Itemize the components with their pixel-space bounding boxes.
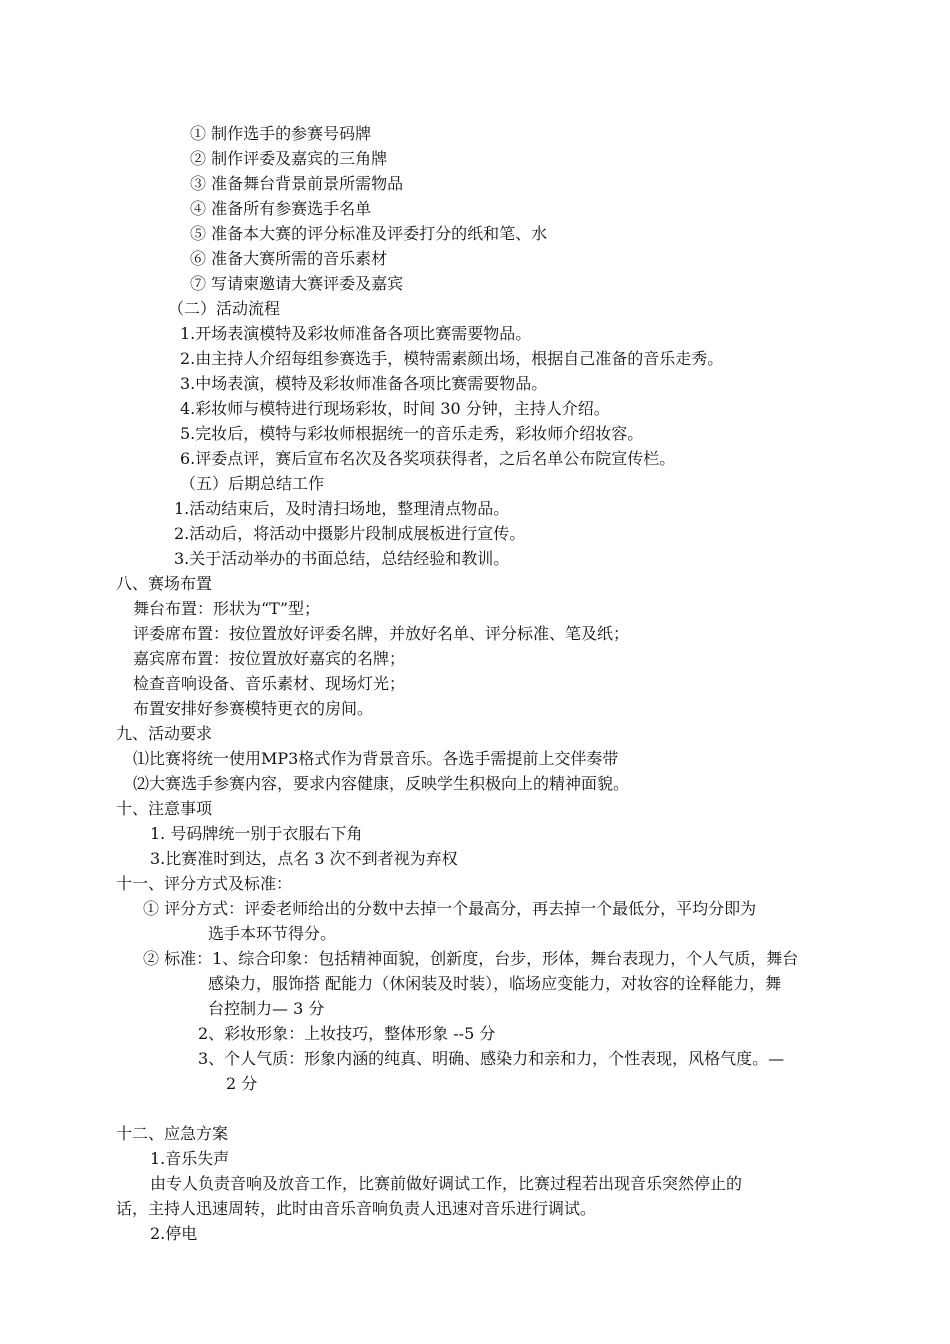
note-item: 1. 号码牌统一别于衣服右下角 — [150, 824, 363, 843]
flow-item: 5.完妆后，模特与彩妆师根据统一的音乐走秀，彩妆师介绍妆容。 — [180, 424, 644, 443]
emergency-item-title: 1.音乐失声 — [150, 1149, 230, 1168]
venue-item: 检查音响设备、音乐素材、现场灯光； — [133, 674, 406, 693]
prep-item: ② 制作评委及嘉宾的三角牌 — [190, 149, 388, 168]
prep-item: ⑥ 准备大赛所需的音乐素材 — [190, 249, 388, 268]
venue-item: 嘉宾席布置：按位置放好嘉宾的名牌； — [133, 649, 406, 668]
scoring-standard-cont: 感染力，服饰搭 配能力（休闲装及时装），临场应变能力，对妆容的诠释能力，舞 — [208, 974, 782, 993]
scoring-standard-item: 2、彩妆形象：上妆技巧，整体形象 --5 分 — [198, 1024, 496, 1043]
flow-item: 2.由主持人介绍每组参赛选手，模特需素颜出场，根据自己准备的音乐走秀。 — [180, 349, 724, 368]
summary-item: 1.活动结束后，及时清扫场地，整理清点物品。 — [174, 499, 510, 518]
emergency-item-title: 2.停电 — [150, 1224, 198, 1243]
flow-item: 6.评委点评，赛后宣布名次及各奖项获得者，之后名单公布院宣传栏。 — [180, 449, 676, 468]
emergency-paragraph: 由专人负责音响及放音工作，比赛前做好调试工作，比赛过程若出现音乐突然停止的 — [150, 1174, 743, 1193]
venue-item: 布置安排好参赛模特更衣的房间。 — [133, 699, 374, 718]
prep-item: ⑦ 写请柬邀请大赛评委及嘉宾 — [190, 274, 404, 293]
prep-item: ① 制作选手的参赛号码牌 — [190, 124, 372, 143]
summary-item: 3.关于活动举办的书面总结，总结经验和教训。 — [174, 549, 510, 568]
scoring-standard-item: 3、个人气质：形象内涵的纯真、明确、感染力和亲和力，个性表现，风格气度。— — [198, 1049, 785, 1068]
section-heading-flow: （二）活动流程 — [168, 299, 281, 318]
emergency-paragraph-cont: 话，主持人迅速周转，此时由音乐音响负责人迅速对音乐进行调试。 — [116, 1199, 597, 1218]
section-heading-summary: （五）后期总结工作 — [180, 474, 325, 493]
flow-item: 4.彩妆师与模特进行现场彩妆，时间 30 分钟，主持人介绍。 — [180, 399, 610, 418]
scoring-method: ① 评分方式：评委老师给出的分数中去掉一个最高分，再去掉一个最低分，平均分即为 — [143, 899, 757, 918]
venue-item: 评委席布置：按位置放好评委名牌，并放好名单、评分标准、笔及纸； — [133, 624, 630, 643]
section-heading-notes: 十、注意事项 — [116, 799, 213, 818]
flow-item: 1.开场表演模特及彩妆师准备各项比赛需要物品。 — [180, 324, 532, 343]
prep-item: ③ 准备舞台背景前景所需物品 — [190, 174, 404, 193]
prep-item: ④ 准备所有参赛选手名单 — [190, 199, 372, 218]
note-item: 3.比赛准时到达，点名 3 次不到者视为弃权 — [150, 849, 458, 868]
venue-item: 舞台布置：形状为“T”型； — [133, 599, 321, 618]
section-heading-requirements: 九、活动要求 — [116, 724, 213, 743]
requirement-item: ⑴比赛将统一使用MP3格式作为背景音乐。各选手需提前上交伴奏带 — [133, 749, 619, 768]
flow-item: 3.中场表演，模特及彩妆师准备各项比赛需要物品。 — [180, 374, 548, 393]
requirement-item: ⑵大赛选手参赛内容，要求内容健康，反映学生积极向上的精神面貌。 — [133, 774, 630, 793]
scoring-method-cont: 选手本环节得分。 — [208, 924, 337, 943]
scoring-standard: ② 标准：1、综合印象：包括精神面貌，创新度，台步，形体，舞台表现力，个人气质，舞台 — [143, 949, 799, 968]
scoring-standard-item-cont: 2 分 — [226, 1074, 258, 1093]
summary-item: 2.活动后，将活动中摄影片段制成展板进行宣传。 — [174, 524, 526, 543]
section-heading-emergency: 十二、应急方案 — [116, 1124, 229, 1143]
section-heading-venue: 八、赛场布置 — [116, 574, 213, 593]
scoring-standard-cont: 台控制力— 3 分 — [208, 999, 325, 1018]
section-heading-scoring: 十一、评分方式及标准： — [116, 874, 293, 893]
prep-item: ⑤ 准备本大赛的评分标准及评委打分的纸和笔、水 — [190, 224, 548, 243]
